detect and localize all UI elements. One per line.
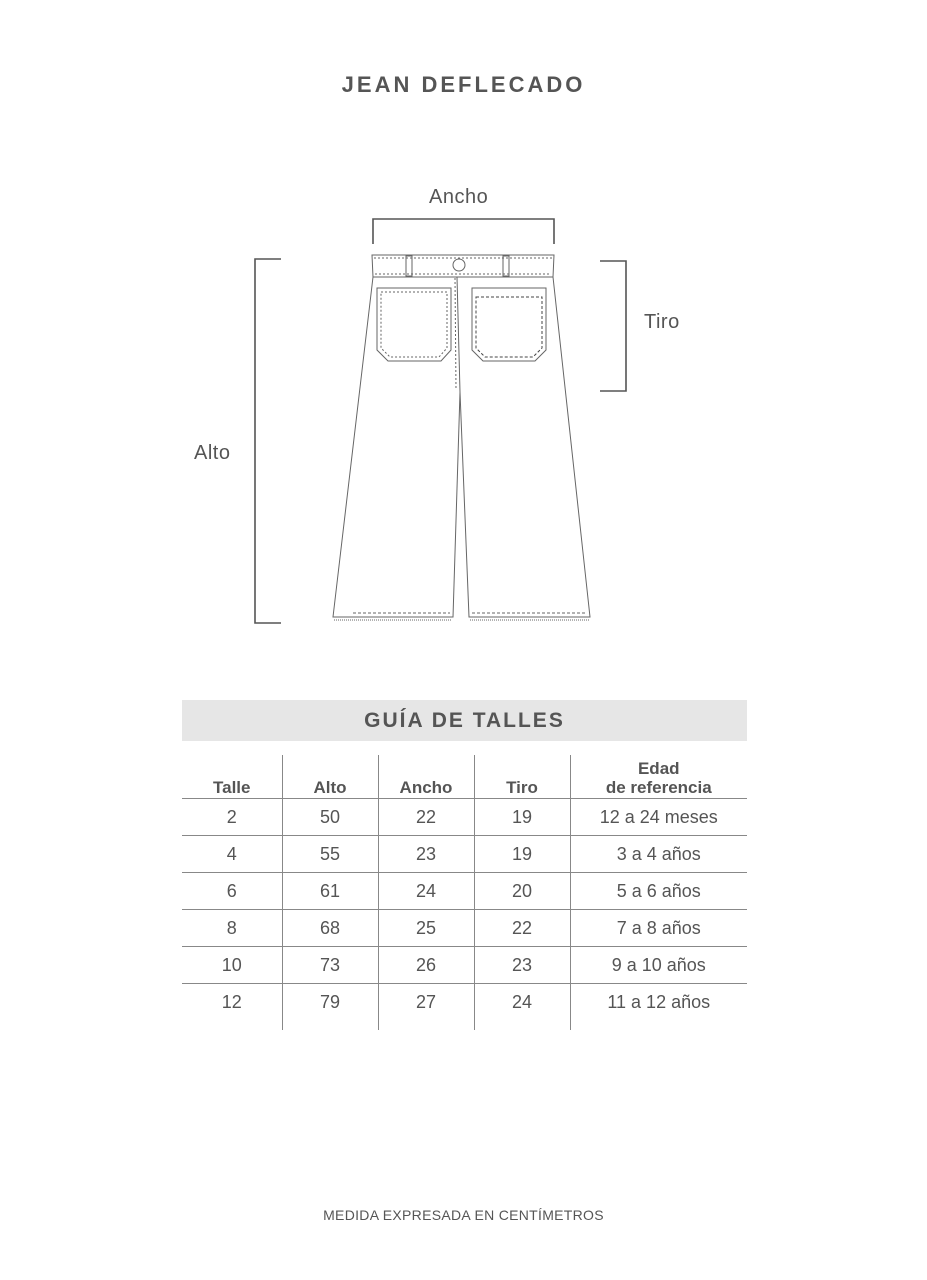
cell-tiro: 24 <box>474 984 570 1031</box>
cell-tiro: 22 <box>474 910 570 947</box>
alto-label: Alto <box>194 442 231 464</box>
cell-edad: 5 a 6 años <box>570 873 747 910</box>
size-table-header <box>182 755 747 799</box>
units-footnote: MEDIDA EXPRESADA EN CENTÍMETROS <box>323 1207 604 1223</box>
cell-alto: 55 <box>282 836 378 873</box>
cell-tiro: 20 <box>474 873 570 910</box>
cell-talle: 4 <box>182 836 282 873</box>
table-row <box>182 947 747 984</box>
ancho-label: Ancho <box>429 186 489 208</box>
cell-tiro: 19 <box>474 799 570 836</box>
cell-alto: 61 <box>282 873 378 910</box>
cell-edad: 12 a 24 meses <box>570 799 747 836</box>
cell-edad: 11 a 12 años <box>570 984 747 1031</box>
cell-alto: 73 <box>282 947 378 984</box>
cell-edad: 9 a 10 años <box>570 947 747 984</box>
table-row <box>182 984 747 1031</box>
table-row <box>182 873 747 910</box>
cell-talle: 12 <box>221 992 242 1012</box>
size-table <box>182 755 747 1030</box>
cell-alto: 68 <box>282 910 378 947</box>
tiro-bracket <box>600 261 626 391</box>
cell-ancho: 24 <box>378 873 474 910</box>
right-pocket <box>472 288 546 361</box>
header-edad: Edad de referencia <box>570 755 747 799</box>
table-row <box>182 910 747 947</box>
cell-ancho: 25 <box>378 910 474 947</box>
cell-talle: 8 <box>182 910 282 947</box>
cell-talle: 10 <box>182 947 282 984</box>
cell-ancho: 26 <box>378 947 474 984</box>
table-row <box>182 799 747 836</box>
header-talle: Talle <box>182 755 282 799</box>
table-row <box>182 836 747 873</box>
ancho-bracket <box>373 219 554 244</box>
cell-tiro: 19 <box>474 836 570 873</box>
right-leg <box>460 277 590 617</box>
cell-edad: 7 a 8 años <box>570 910 747 947</box>
cell-talle: 2 <box>182 799 282 836</box>
left-leg <box>333 277 460 617</box>
header-ancho: Ancho <box>378 755 474 799</box>
cell-ancho: 27 <box>378 984 474 1031</box>
page-title: JEAN DEFLECADO <box>341 72 586 97</box>
cell-ancho: 23 <box>378 836 474 873</box>
tiro-label: Tiro <box>644 311 680 333</box>
header-alto: Alto <box>282 755 378 799</box>
cell-talle: 6 <box>182 873 282 910</box>
cell-edad: 3 a 4 años <box>570 836 747 873</box>
cell-alto: 50 <box>282 799 378 836</box>
cell-tiro: 23 <box>474 947 570 984</box>
alto-bracket <box>255 259 281 623</box>
cell-ancho: 22 <box>378 799 474 836</box>
header-tiro: Tiro <box>474 755 570 799</box>
left-pocket <box>377 288 451 361</box>
cell-alto: 79 <box>282 984 378 1031</box>
size-guide-title: GUÍA DE TALLES <box>182 700 747 741</box>
